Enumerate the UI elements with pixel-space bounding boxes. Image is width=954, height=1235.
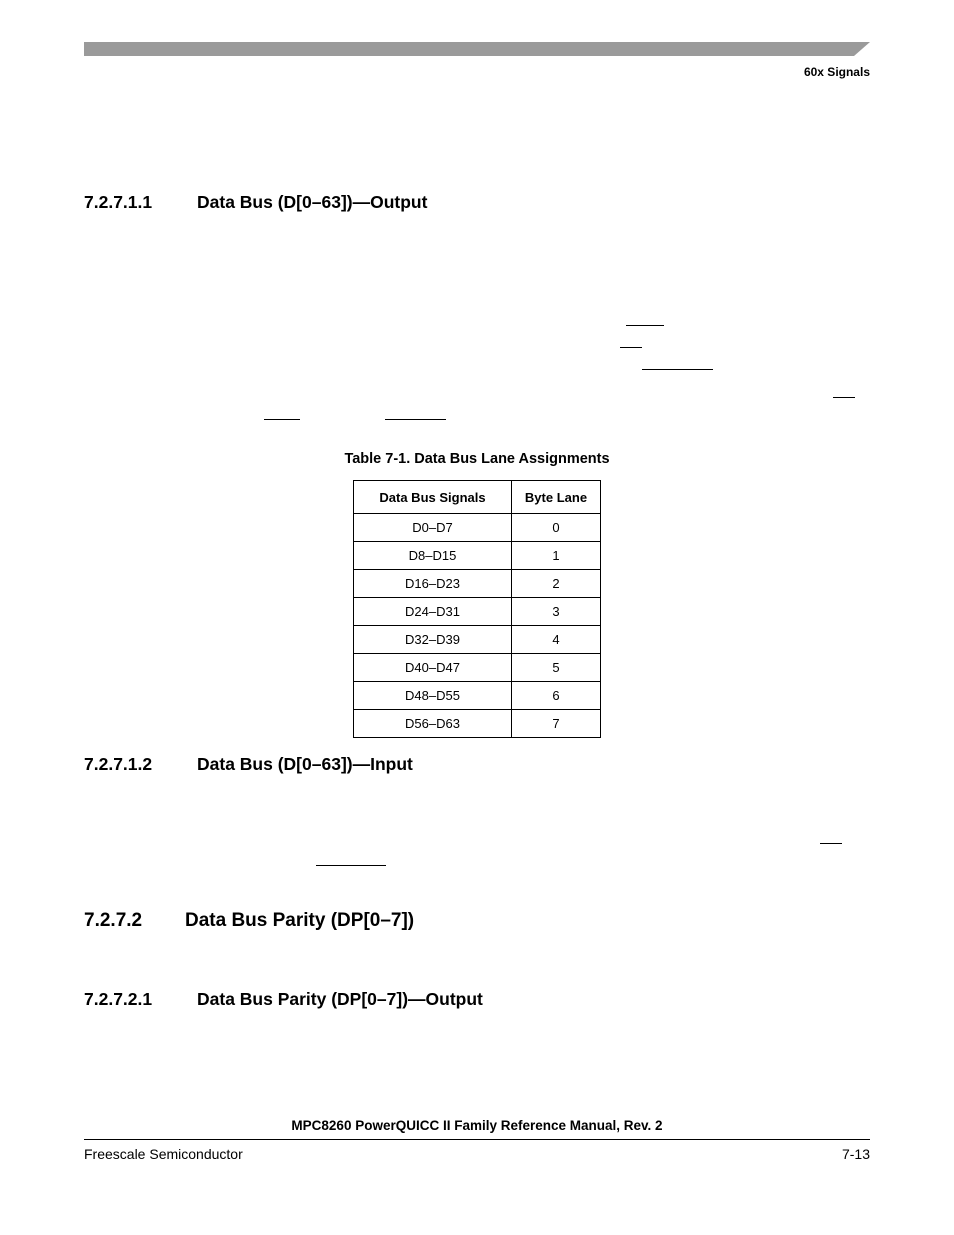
header-bar — [84, 42, 870, 56]
table-cell-byte-lane: 4 — [512, 626, 601, 654]
table-cell-signals: D56–D63 — [354, 710, 512, 738]
table-row — [354, 626, 601, 654]
table-row — [354, 710, 601, 738]
table-row — [354, 682, 601, 710]
heading-number: 7.2.7.1.1 — [84, 192, 153, 212]
footer-manual-title: MPC8260 PowerQUICC II Family Reference Manual, Rev. 2 — [291, 1118, 663, 1133]
table-row — [354, 514, 601, 542]
heading-data-bus-parity-output — [84, 989, 483, 1010]
data-bus-lane-table — [353, 480, 601, 738]
table-cell-signals: D24–D31 — [354, 598, 512, 626]
table-cell-byte-lane: 2 — [512, 570, 601, 598]
table-cell-signals: D32–D39 — [354, 626, 512, 654]
table-cell-byte-lane: 1 — [512, 542, 601, 570]
table-cell-signals: D0–D7 — [354, 514, 512, 542]
overbar-mark — [626, 325, 664, 326]
table-row — [354, 542, 601, 570]
heading-title: Data Bus Parity (DP[0–7]) — [185, 910, 415, 931]
table-cell-byte-lane: 0 — [512, 514, 601, 542]
table-cell-signals: D16–D23 — [354, 570, 512, 598]
table-cell-byte-lane: 3 — [512, 598, 601, 626]
heading-number: 7.2.7.2 — [84, 910, 143, 931]
overbar-mark — [264, 419, 300, 420]
overbar-mark — [642, 369, 713, 370]
table-cell-signals: D48–D55 — [354, 682, 512, 710]
table-cell-byte-lane: 6 — [512, 682, 601, 710]
overbar-mark — [316, 865, 386, 866]
table-cell-byte-lane: 5 — [512, 654, 601, 682]
table-cell-signals: D40–D47 — [354, 654, 512, 682]
overbar-mark — [820, 843, 842, 844]
footer-divider — [84, 1139, 870, 1140]
running-header-section: 60x Signals — [803, 65, 870, 79]
footer-company: Freescale Semiconductor — [84, 1146, 243, 1162]
overbar-mark — [833, 397, 855, 398]
heading-number: 7.2.7.1.2 — [84, 754, 153, 774]
overbar-mark — [620, 347, 642, 348]
table-caption: Table 7-1. Data Bus Lane Assignments — [344, 451, 610, 467]
footer-page-number: 7-13 — [841, 1146, 870, 1162]
table-row — [354, 654, 601, 682]
column-header: Data Bus Signals — [354, 481, 512, 514]
table-cell-signals: D8–D15 — [354, 542, 512, 570]
table-cell-byte-lane: 7 — [512, 710, 601, 738]
heading-data-bus-input — [84, 754, 413, 775]
heading-title: Data Bus Parity (DP[0–7])—Output — [197, 989, 483, 1009]
heading-number: 7.2.7.2.1 — [84, 989, 153, 1009]
overbar-mark — [385, 419, 446, 420]
table-row — [354, 598, 601, 626]
table-row — [354, 570, 601, 598]
table-header-row — [354, 481, 601, 514]
column-header: Byte Lane — [512, 481, 601, 514]
heading-data-bus-output — [84, 192, 427, 213]
heading-title: Data Bus (D[0–63])—Input — [197, 754, 413, 774]
heading-data-bus-parity — [84, 910, 414, 932]
heading-title: Data Bus (D[0–63])—Output — [197, 192, 428, 212]
